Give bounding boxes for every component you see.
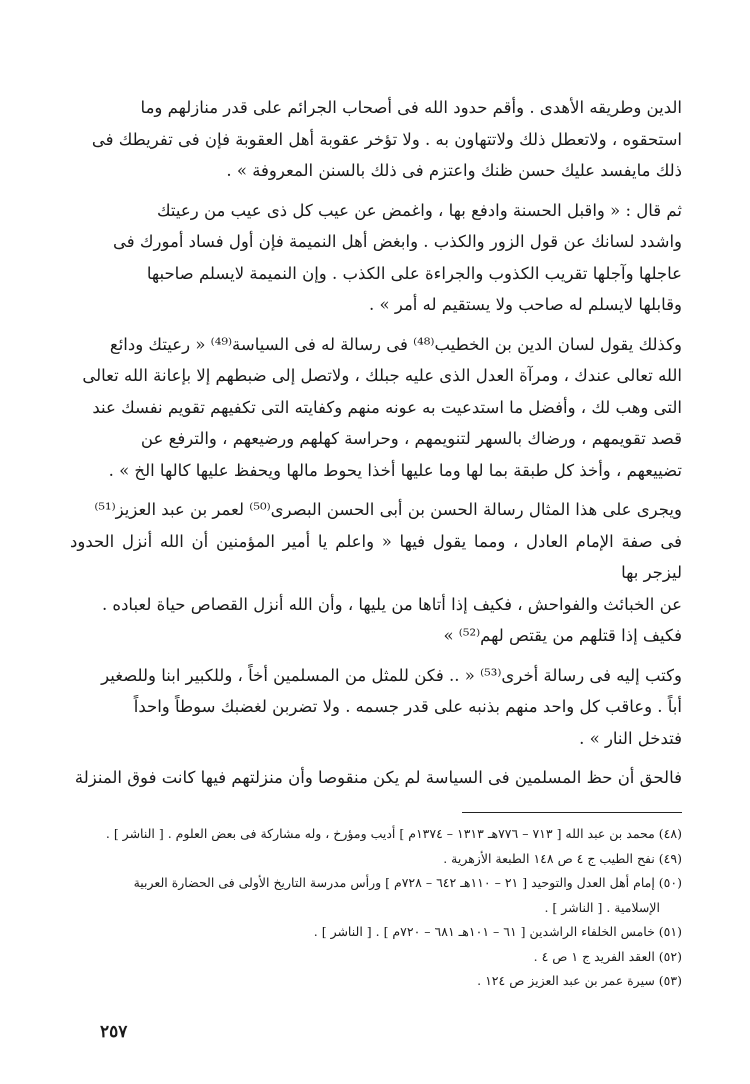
- text-line: أباً . وعاقب كل واحد منهم بذنبه على قدر جسمه . ولا تضربن لغضبك سوطاً واحداً: [133, 697, 682, 716]
- paragraph: [70, 195, 682, 321]
- paragraph: [70, 329, 682, 487]
- footnote-divider: [462, 812, 682, 813]
- text-line: قصد تقويمهم ، ورضاك بالسهر لتنويمهم ، وحراسة كهلهم ورضيعهم ، والترفع عن: [140, 429, 682, 448]
- footnote: (٤٨) محمد بن عبد الله [ ٧١٣ – ٧٧٦هـ ١٣١٣ – ١٣٧٤م ] أديب ومؤرخ ، وله مشاركة فى بعض العلوم . [ الناشر ] .: [105, 826, 682, 841]
- main-text: [70, 92, 682, 802]
- footnote: (٤٩) نفح الطيب ج ٤ ص ١٤٨ الطبعة الأزهرية .: [443, 850, 682, 866]
- paragraph: [70, 762, 682, 794]
- text-line: الدين وطريقه الأهدى . وأقم حدود الله فى أصحاب الجرائم على قدر منازلهم وما: [140, 98, 682, 117]
- text-line: فالحق أن حظ المسلمين فى السياسة لم يكن منقوصا وأن منزلتهم فيها كانت فوق المنزلة: [74, 768, 682, 787]
- text-line: ذلك مايفسد عليك حسن ظنك واعتزم فى ذلك بالسنن المعروفة » .: [226, 161, 682, 180]
- text-line: وقابلها لايسلم له صاحب ولا يستقيم له أمر » .: [369, 295, 682, 314]
- text-line: فكيف إذا قتلهم من يقتص لهم⁽⁵²⁾ »: [443, 626, 682, 645]
- footnote: (٥١) خامس الخلفاء الراشدين [ ٦١ – ١٠١هـ ٦٨١ – ٧٢٠م ] . [ الناشر ] .: [313, 924, 682, 939]
- page-number: ٢٥٧: [100, 1022, 128, 1042]
- paragraph: [70, 494, 682, 652]
- text-line: عن الخبائث والفواحش ، فكيف إذا أتاها من يليها ، وأن الله أنزل القصاص حياة لعباده .: [101, 594, 682, 614]
- text-line: ثم قال : « واقبل الحسنة وادفع بها ، واغمض عن عيب كل ذى عيب من رعيتك: [157, 200, 682, 220]
- text-line: فتدخل النار » .: [579, 728, 682, 748]
- text-line: ويجرى على هذا المثال رسالة الحسن بن أبى الحسن البصرى⁽⁵⁰⁾ لعمر بن عبد العزيز⁽⁵¹⁾: [94, 500, 682, 519]
- footnote: (٥٣) سيرة عمر بن عبد العزيز ص ١٢٤ .: [477, 973, 682, 988]
- footnote-continuation: الإسلامية . [ الناشر ] .: [544, 899, 660, 915]
- text-line: عاجلها وآجلها تقريب الكذوب والجراءة على الكذب . وإن النميمة لايسلم صاحبها: [146, 263, 682, 283]
- footnotes: [70, 822, 682, 994]
- footnote: (٥٠) إمام أهل العدل والتوحيد [ ٢١ – ١١٠هـ ٦٤٢ – ٧٢٨م ] ورأس مدرسة التاريخ الأولى فى الحضارة العربية: [133, 875, 682, 890]
- text-line: التى وهب لك ، وأفضل ما استدعيت به عونه منهم وكفايته التى تكفيهم تقويم نفسك عند: [92, 397, 682, 417]
- paragraph: [70, 92, 682, 187]
- text-line: فى صفة الإمام العادل ، ومما يقول فيها « واعلم يا أمير المؤمنين أن الله أنزل الحدود ليزجر بها: [70, 531, 682, 582]
- text-line: وكذلك يقول لسان الدين بن الخطيب⁽⁴⁸⁾ فى رسالة له فى السياسة⁽⁴⁹⁾ « رعيتك ودائع: [109, 334, 682, 354]
- paragraph: [70, 660, 682, 755]
- text-line: وكتب إليه فى رسالة أخرى⁽⁵³⁾ « .. فكن للمثل من المسلمين أخاً ، وللكبير ابنا وللصغير: [101, 665, 682, 685]
- text-line: تضييعهم ، وأخذ كل طبقة بما لها وما عليها أخذا يحوط مالها ويحفظ عليها كالها الخ » .: [108, 460, 682, 480]
- footnote: (٥٢) العقد الفريد ج ١ ص ٤ .: [533, 948, 682, 964]
- text-line: استحقوه ، ولاتعطل ذلك ولاتتهاون به . ولا تؤخر عقوبة أهل العقوبة فإن فى تفريطك فى: [91, 129, 682, 149]
- text-line: واشدد لسانك عن قول الزور والكذب . وابغض أهل النميمة فإن أول فساد أمورك فى: [113, 232, 682, 251]
- text-line: الله تعالى عندك ، ومرآة العدل الذى عليه جبلك ، ولاتصل إلى ضبطهم إلا بإعانة الله تعالى: [82, 366, 682, 385]
